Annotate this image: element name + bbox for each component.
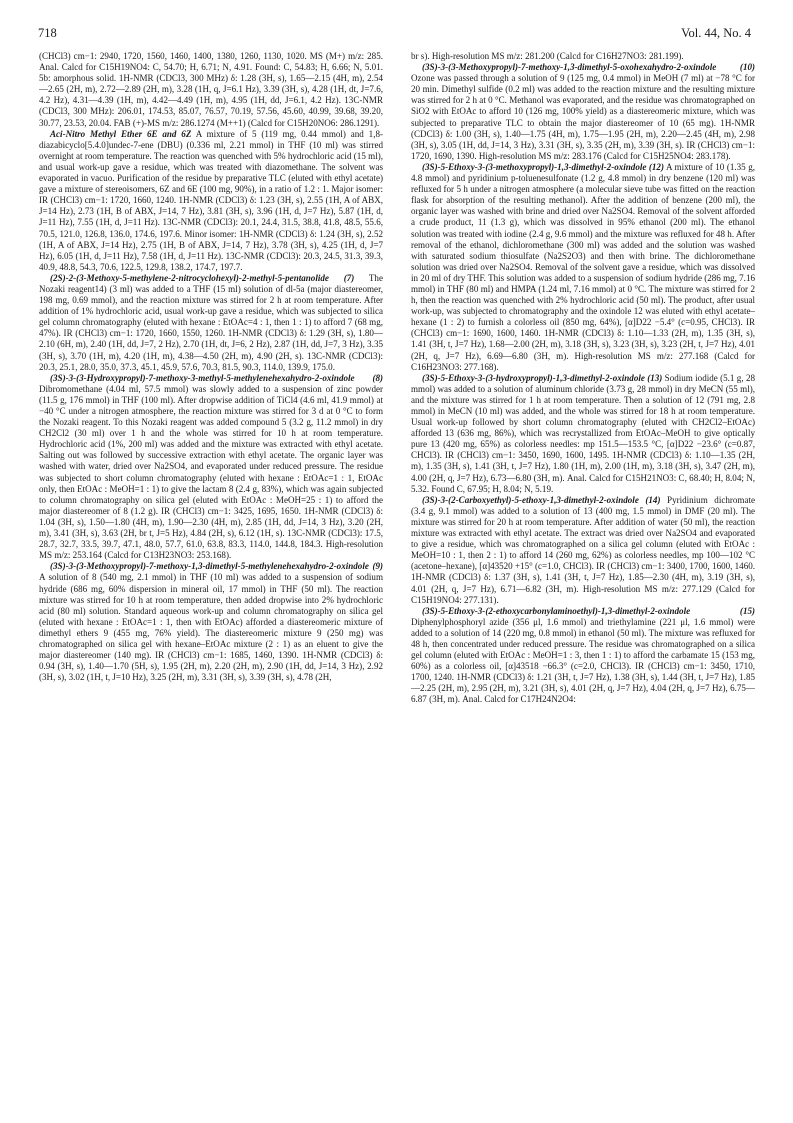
section-heading: (3S)-5-Ethoxy-3-(3-methoxypropyl)-1,3-dimethyl-2-oxindole (12) xyxy=(422,161,664,172)
paragraph xyxy=(411,495,755,606)
section-heading: (3S)-3-(2-Carboxyethyl)-5-ethoxy-1,3-dimethyl-2-oxindole (14) xyxy=(422,494,661,505)
section-heading: (2S)-2-(3-Methoxy-5-methylene-2-nitrocyclohexyl)-2-methyl-5-pentanolide (7) xyxy=(50,272,355,283)
paragraph-text: br s). High-resolution MS m/z: 281.200 (Calcd for C16H27NO3: 281.199). xyxy=(411,51,684,61)
paragraph-text: Ozone was passed through a solution of 9 (125 mg, 0.4 mmol) in MeOH (7 ml) at −78 °C for 20 min. Dimethyl sulfide (0.2 ml) was added to the reaction mixture and the resulting mixture was stirred for 2 h at 0 °C. Methanol was evaporated, and the residue was chromatographed on SiO2 with EtOAc to afford 10 (126 mg, 100% yield) as a diastereomeric mixture, which was subjected to preparative TLC to obtain the major diastereomer of 10 (65 mg). 1H-NMR (CDCl3) δ: 1.00 (3H, s), 1.40—1.75 (4H, m), 1.75—1.95 (2H, m), 2.20—2.45 (4H, m), 2.98 (3H, s), 3.05 (1H, dd, J=14, 3 Hz), 3.31 (3H, s), 3.35 (2H, m), 3.39 (3H, s). IR (CHCl3) cm−1: 1720, 1690, 1390. High-resolution MS m/z: 283.176 (Calcd for C15H25NO4: 283.178). xyxy=(411,73,755,161)
paragraph xyxy=(39,373,383,562)
section-heading: (3S)-5-Ethoxy-3-(2-ethoxycarbonylaminoethyl)-1,3-dimethyl-2-oxindole (15) xyxy=(422,605,755,616)
paragraph xyxy=(39,561,383,683)
page-number: 718 xyxy=(38,26,57,40)
paragraph xyxy=(411,373,755,495)
paragraph-text: A mixture of 10 (1.35 g, 4.8 mmol) and pyridinium p-toluenesulfonate (1.2 g, 4.8 mmol) in dry benzene (120 ml) was refluxed for 5 h under a nitrogen atmosphere (a molecular sieve tube was fitted on the reaction flask for absorption of the resulting methanol). After the addition of benzene (200 ml), the organic layer was washed with brine and dried over Na2SO4. Removal of the solvent afforded a crude product, 11 (1.3 g), which was dissolved in 95% ethanol (200 ml). The ethanol solution was treated with iodine (2.4 g, 9.6 mmol) and the mixture was refluxed for 48 h. After removal of the ethanol, dichloromethane (300 ml) was added and the solution was washed with saturated sodium thiosulfate (Na2S2O3) and then with brine. The dichloromethane solution was dried over Na2SO4. Removal of the solvent gave a residue, which was dissolved in 20 ml of dry THF. This solution was added to a suspension of sodium hydride (286 mg, 7.16 mmol) in THF (80 ml) and HMPA (1.24 ml, 7.16 mmol) at 0 °C. The mixture was stirred for 2 h, then the reaction was quenched with 2% hydrochloric acid (50 ml). The product, after usual work-up, was subjected to chromatography and the oxindole 12 was eluted with ethyl acetate–hexane (1 : 2) to furnish a colorless oil (850 mg, 64%), [α]D22 −5.4° (c=0.95, CHCl3). IR (CHCl3) cm−1: 1690, 1600, 1460. 1H-NMR (CDCl3) δ: 1.10—1.33 (2H, m), 1.35 (3H, s), 1.41 (3H, t, J=7 Hz), 1.68—2.00 (2H, m), 3.18 (3H, s), 3.23 (3H, s), 3.23 (2H, t, J=7 Hz), 4.01 (2H, q, J=7 Hz), 6.69—6.80 (3H, m). High-resolution MS m/z: 277.168 (Calcd for C16H23NO3: 277.168). xyxy=(411,161,755,372)
volume-info: Vol. 44, No. 4 xyxy=(681,26,751,40)
paragraph xyxy=(411,62,755,162)
paragraph-text: Diphenylphosphoryl azide (356 μl, 1.6 mmol) and triethylamine (221 μl, 1.6 mmol) were added to a solution of 14 (220 mg, 0.8 mmol) in ethanol (50 ml). The mixture was refluxed for 48 h, then concentrated under reduced pressure. The residue was chromatographed on a silica gel column (eluted with EtOAc : MeOH=1 : 3, then 1 : 1) to afford the carbamate 15 (153 mg, 60%) as a colorless oil, [α]43518 −66.3° (c=2.0, CHCl3). IR (CHCl3) cm−1: 3450, 1710, 1700, 1240. 1H-NMR (CDCl3) δ: 1.21 (3H, t, J=7 Hz), 1.38 (3H, s), 1.44 (3H, t, J=7 Hz), 1.85—2.25 (2H, m), 2.95 (2H, m), 3.21 (3H, s), 4.01 (2H, q, J=7 Hz), 4.04 (2H, q, J=7 Hz), 6.75—6.87 (3H, m). Anal. Calcd for C17H24N2O4: xyxy=(411,616,755,705)
paragraph xyxy=(411,51,755,62)
paragraph xyxy=(39,51,383,129)
paragraph-text: Pyridinium dichromate (3.4 g, 9.1 mmol) was added to a solution of 13 (400 mg, 1.5 mmol) in DMF (20 ml). The mixture was stirred for 20 h at room temperature. After addition of water (50 ml), the reaction mixture was extracted with ethyl acetate. The extract was dried over Na2SO4 and evaporated to give a residue, which was chromatographed on a silica gel column (eluted with EtOAc : MeOH=10 : 1, then 2 : 1) to afford 14 (260 mg, 62%) as colorless needles, mp 100—102 °C (acetone–hexane), [α]43520 +15° (c=1.0, CHCl3). IR (CHCl3) cm−1: 3400, 1700, 1600, 1460. 1H-NMR (CDCl3) δ: 1.37 (3H, s), 1.41 (3H, t, J=7 Hz), 1.85—2.30 (4H, m), 3.19 (3H, s), 4.01 (2H, q, J=7 Hz), 6.71—6.82 (3H, m). High-resolution MS m/z: 277.129 (Calcd for C15H19NO4: 277.131). xyxy=(411,494,755,605)
paragraph-text: Sodium iodide (5.1 g, 28 mmol) was added to a solution of aluminum chloride (3.73 g, 28 mmol) in dry MeCN (55 ml), and the mixture was stirred for 1 h at room temperature. Then a solution of 12 (791 mg, 2.8 mmol) in MeCN (10 ml) was added, and the whole was stirred for 18 h at room temperature. Usual work-up followed by short column chromatography (eluted with CH2Cl2–EtOAc) afforded 13 (636 mg, 86%), which was recrystallized from EtOAc–MeOH to give optically pure 13 (420 mg, 65%) as colorless needles: mp 151.5—153.5 °C, [α]D22 −23.6° (c=0.87, CHCl3). IR (CHCl3) cm−1: 3450, 1690, 1600, 1495. 1H-NMR (CDCl3) δ: 1.10—1.35 (2H, m), 1.35 (3H, s), 1.41 (3H, t, J=7 Hz), 1.80 (1H, m), 2.00 (1H, m), 3.18 (3H, s), 3.47 (2H, m), 4.00 (2H, q, J=7 Hz), 6.73—6.80 (3H, m). Anal. Calcd for C15H21NO3: C, 68.40; H, 8.04; N, 5.32. Found C, 67.95; H, 8.04; N, 5.19. xyxy=(411,372,755,494)
section-heading: (3S)-3-(3-Hydroxypropyl)-7-methoxy-3-methyl-5-methylenehexahydro-2-oxindole (8) xyxy=(50,372,383,383)
paragraph xyxy=(411,606,755,706)
paragraph-text: Dibromomethane (4.04 ml, 57.5 mmol) was slowly added to a suspension of zinc powder (11.5 g, 176 mmol) in THF (100 ml). After dropwise addition of TiCl4 (4.6 ml, 41.9 mmol) at −40 °C under a nitrogen atmosphere, the reaction mixture was stirred for 3 d at 0 °C to form the Nozaki reagent. To this Nozaki reagent was added compound 5 (3.2 g, 11.2 mmol) in dry CH2Cl2 (30 ml) over 1 h and the whole was stirred for 10 h at room temperature. Hydrochloric acid (1%, 200 ml) was added and the mixture was extracted with ethyl acetate. Salting out was followed by successive extraction with ethyl acetate. The organic layer was washed with water, dried over Na2SO4, and evaporated under reduced pressure. The residue was subjected to short column chromatography (eluted with hexane : EtOAc=1 : 1, EtOAc only, then EtOAc : MeOH=1 : 1) to give the lactam 8 (2.4 g, 83%), which was again subjected to column chromatography on silica gel (eluted with EtOAc : MeOH=25 : 1) to afford the major diastereomer of 8 (1.2 g). IR (CHCl3) cm−1: 3425, 1695, 1650. 1H-NMR (CDCl3) δ: 1.04 (3H, s), 1.50—1.80 (4H, m), 1.90—2.30 (4H, m), 2.85 (1H, dd, J=14, 3 Hz), 3.20 (2H, m), 3.41 (3H, s), 3.63 (2H, br t, J=5 Hz), 4.84 (2H, s), 6.12 (1H, s). 13C-NMR (CDCl3): 17.5, 28.7, 32.7, 33.5, 39.7, 47.1, 48.0, 57.7, 61.0, 63.8, 83.3, 114.0, 144.8, 184.3. High-resolution MS m/z: 253.164 (Calcd for C13H23NO3: 253.168). xyxy=(39,383,383,561)
section-heading: (3S)-5-Ethoxy-3-(3-hydroxypropyl)-1,3-dimethyl-2-oxindole (13) xyxy=(422,372,663,383)
left-column xyxy=(39,51,383,1111)
paragraph xyxy=(411,162,755,373)
paragraph-text: A solution of 8 (540 mg, 2.1 mmol) in THF (10 ml) was added to a suspension of sodium hydride (686 mg, 60% dispersion in mineral oil, 17 mmol) in THF (50 ml). The reaction mixture was stirred for 10 h at room temperature, then added dropwise into 2% hydrochloric acid (80 ml) solution. Standard aqueous work-up and column chromatography on silica gel (eluted with hexane : EtOAc=1 : 1, then with EtOAc) afforded a diastereomeric mixture of dimethyl ethers 9 (455 mg, 76% yield). The diastereomeric mixture 9 (250 mg) was chromatographed on silica gel with hexane–EtOAc mixture (2 : 1) as an eluent to give the major diastereomer (140 mg). IR (CHCl3) cm−1: 1685, 1460, 1390. 1H-NMR (CDCl3) δ: 0.94 (3H, s), 1.40—1.70 (5H, s), 1.95 (2H, m), 2.20 (2H, m), 2.90 (1H, dd, J=14, 3 Hz), 2.92 (3H, s), 3.02 (1H, t, J=10 Hz), 3.25 (2H, m), 3.31 (3H, s), 3.39 (3H, s), 4.78 (2H, xyxy=(39,572,383,683)
page-header xyxy=(38,26,751,44)
section-heading: Aci-Nitro Methyl Ether 6E and 6Z xyxy=(50,128,192,139)
paragraph-text: (CHCl3) cm−1: 2940, 1720, 1560, 1460, 1400, 1380, 1260, 1130, 1020. MS (M+) m/z: 285. Anal. Calcd for C15H19NO4: C, 54.70; H, 6.71; N, 4.91. Found: C, 54.83; H, 6.66; N, 5.01. 5b: amorphous solid. 1H-NMR (CDCl3, 300 MHz) δ: 1.28 (3H, s), 1.65—2.15 (4H, m), 2.54—2.65 (2H, m), 2.72—2.89 (2H, m), 3.28 (1H, q, J=6.1 Hz), 3.39 (3H, s), 4.28 (1H, dt, J=7.6, 4.2 Hz), 4.31—4.39 (1H, m), 4.42—4.49 (1H, m), 4.95 (1H, dd, J=6.1, 4.2 Hz). 13C-NMR (CDCl3, 300 MHz): 206.01, 174.53, 85.07, 76.57, 70.19, 57.56, 45.60, 40.99, 39.68, 39.20, 30.77, 23.53, 20.04. FAB (+)-MS m/z: 286.1274 (M++1) (Calcd for C15H20NO6: 286.1291). xyxy=(39,51,383,128)
paragraph xyxy=(39,273,383,373)
paragraph-text: The Nozaki reagent14) (3 ml) was added to a THF (15 ml) solution of dl-5a (major diastereomer, 198 mg, 0.69 mmol), and the reaction mixture was stirred for 2 h at room temperature. After addition of 1% hydrochloric acid, usual work-up gave a residue, which was subjected to silica gel column chromatography (eluted with hexane : EtOAc=4 : 1, then 1 : 1) to afford 7 (68 mg, 47%). IR (CHCl3) cm−1: 1720, 1660, 1550, 1260. 1H-NMR (CDCl3) δ: 1.29 (3H, s), 1.80—2.10 (6H, m), 2.40 (1H, dd, J=7, 2 Hz), 2.70 (1H, dt, J=6, 2 Hz), 2.87 (1H, dd, J=7, 3 Hz), 3.35 (3H, s), 3.70 (1H, m), 4.20 (1H, m), 4.38—4.50 (2H, m), 4.90 (2H, s). 13C-NMR (CDCl3): 20.3, 25.1, 28.0, 35.0, 37.3, 45.1, 45.9, 57.6, 70.3, 81.5, 90.3, 114.0, 139.9, 175.0. xyxy=(39,272,383,372)
right-column xyxy=(411,51,755,1111)
section-heading: (3S)-3-(3-Methoxypropyl)-7-methoxy-1,3-dimethyl-5-oxohexahydro-2-oxindole (10) xyxy=(422,62,755,73)
paragraph xyxy=(39,129,383,273)
section-heading: (3S)-3-(3-Methoxypropyl)-7-methoxy-1,3-dimethyl-5-methylenehexahydro-2-oxindole (9) xyxy=(50,561,383,572)
paragraph-text: A mixture of 5 (119 mg, 0.44 mmol) and 1,8-diazabicyclo[5.4.0]undec-7-ene (DBU) (0.336 ml, 2.21 mmol) in THF (10 ml) was stirred overnight at room temperature. The reaction was quenched with 5% hydrochloric acid (15 ml), and usual work-up gave a residue, which was treated with diazomethane. The solvent was evaporated in vacuo. Purification of the residue by preparative TLC (eluted with ethyl acetate) gave a mixture of stereoisomers, 6Z and 6E (100 mg, 90%), in a ratio of 1.2 : 1. Major isomer: IR (CHCl3) cm−1: 1720, 1660, 1240. 1H-NMR (CDCl3) δ: 1.23 (3H, s), 2.55 (1H, A of ABX, J=14 Hz), 2.73 (1H, B of ABX, J=14, 7 Hz), 3.81 (3H, s), 3.96 (1H, d, J=7 Hz), 5.87 (1H, d, J=11 Hz), 7.55 (1H, d, J=11 Hz). 13C-NMR (CDCl3): 20.1, 24.4, 31.5, 38.8, 41.8, 48.5, 55.6, 70.5, 121.0, 126.8, 136.0, 174.6, 197.6. Minor isomer: 1H-NMR (CDCl3) δ: 1.24 (3H, s), 2.52 (1H, A of ABX, J=14 Hz), 2.75 (1H, B of ABX, J=14, 7 Hz), 3.78 (3H, s), 4.25 (1H, d, J=7 Hz), 6.05 (1H, d, J=11 Hz), 7.58 (1H, d, J=11 Hz). 13C-NMR (CDCl3): 20.3, 24.5, 31.3, 39.3, 40.9, 48.8, 54.3, 70.6, 122.5, 129.8, 138.2, 174.7, 197.7. xyxy=(39,128,383,272)
